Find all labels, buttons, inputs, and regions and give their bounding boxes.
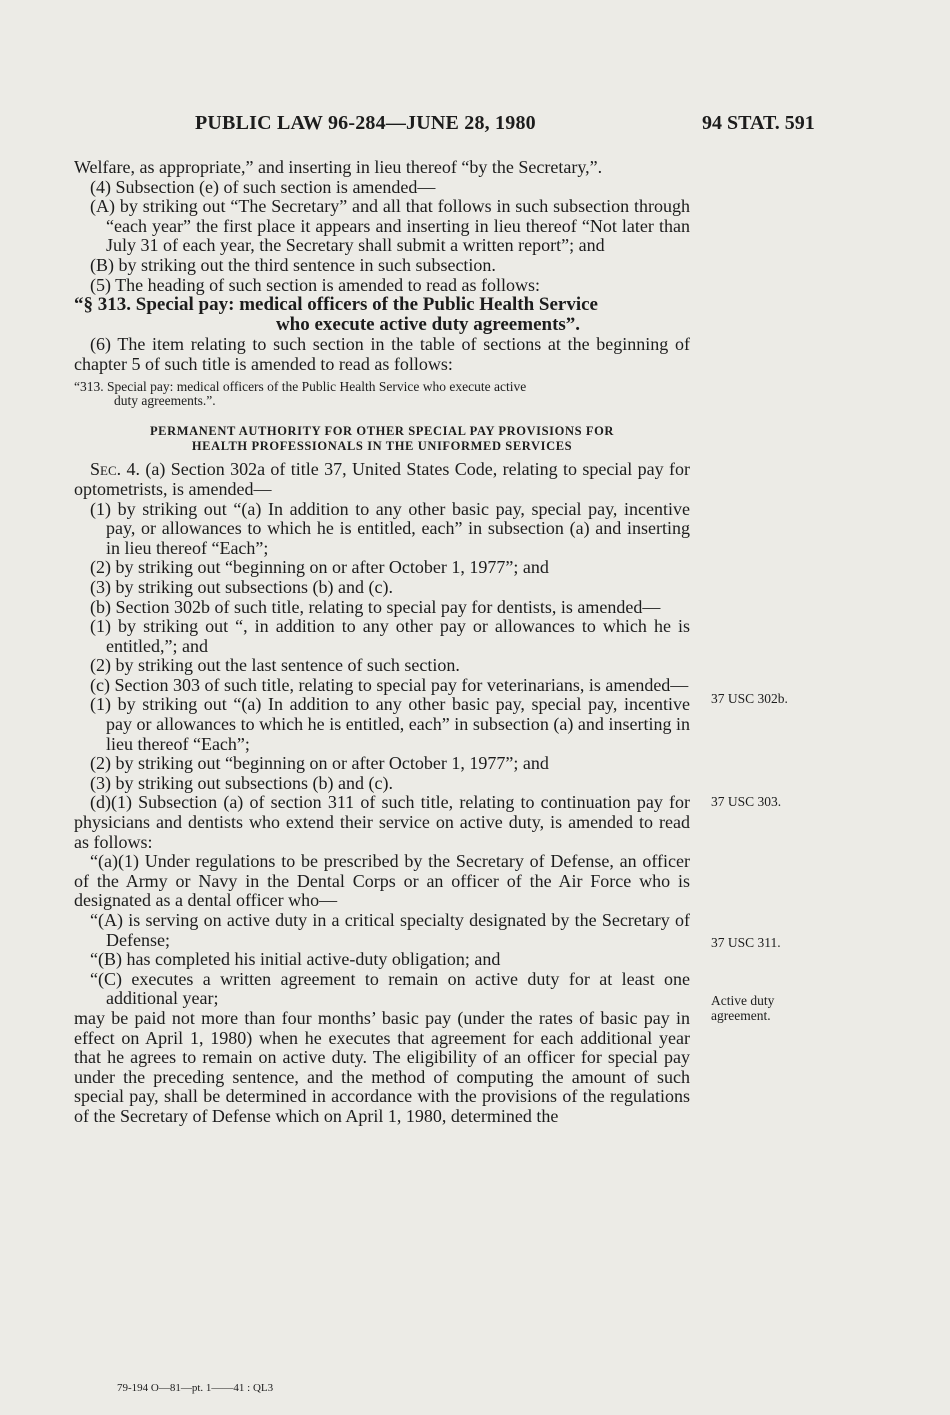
page-title: PUBLIC LAW 96-284—JUNE 28, 1980: [195, 112, 536, 134]
section-caption: [74, 424, 690, 454]
paragraph: Welfare, as appropriate,” and inserting in lieu thereof “by the Secretary,”.: [74, 157, 603, 177]
paragraph: “(B) has completed his initial active-duty obligation; and: [90, 949, 501, 970]
margin-note-line-1: Active duty: [711, 993, 775, 1008]
paragraph: (A) by striking out “The Secretary” and all that follows in such subsection through “each year” the first place it appears and inserting in lieu thereof “Not later than July 31 of each year, the Secretary shall submit a written report”; and: [90, 196, 690, 256]
paragraph: [74, 460, 690, 499]
margin-citation: 37 USC 311.: [711, 935, 781, 950]
section-heading-line-2: who execute active duty agreements”.: [275, 314, 581, 336]
paragraph: (5) The heading of such section is amended to read as follows:: [90, 274, 541, 295]
paragraph: (3) by striking out subsections (b) and (c).: [90, 772, 393, 793]
statute-page-number: 94 STAT. 591: [702, 112, 815, 134]
table-of-sections-item: [74, 380, 690, 408]
paragraph: (c) Section 303 of such title, relating to special pay for veterinarians, is amended—: [90, 674, 689, 695]
paragraph: (1) by striking out “(a) In addition to any other basic pay, special pay, incentive pay or allowances to which he is entitled, each” in subsection (a) and inserting in lieu thereof “Each”;: [90, 694, 690, 754]
paragraph: may be paid not more than four months’ basic pay (under the rates of basic pay in effect on April 1, 1980) when he executes that agreement for each additional year that he agrees to remain on active duty. The eligibility of an officer for special pay under the preceding sentence, and the method of computing the amount of such special pay, shall be determined in accordance with the provisions of the regulations of the Secretary of Defense which on April 1, 1980, determined the: [74, 1007, 690, 1126]
body-text: [74, 158, 690, 1127]
paragraph: (2) by striking out the last sentence of such section.: [90, 655, 460, 676]
paragraph: (2) by striking out “beginning on or after October 1, 1977”; and: [90, 753, 549, 774]
paragraph: (1) by striking out “(a) In addition to any other basic pay, special pay, incentive pay, or allowances to which he is entitled, each” in subsection (a) and inserting in lieu thereof “Each”;: [90, 498, 690, 558]
paragraph: (6) The item relating to such section in the table of sections at the beginning of chapter 5 of such title is amended to read as follows:: [74, 334, 690, 374]
section-label: Sec. 4.: [90, 459, 140, 480]
paragraph: (B) by striking out the third sentence in such subsection.: [90, 254, 496, 275]
paragraph: (3) by striking out subsections (b) and (c).: [90, 576, 393, 597]
paragraph-text: (a) Section 302a of title 37, United States Code, relating to special pay for optometrists, is amended—: [74, 459, 691, 499]
paragraph: “(a)(1) Under regulations to be prescribed by the Secretary of Defense, an officer of the Army or Navy in the Dental Corps or an officer of the Air Force who is designated as a dental officer who—: [74, 851, 690, 911]
section-heading-line-1: “§ 313. Special pay: medical officers of the Public Health Service: [74, 294, 598, 316]
caption-line-1: PERMANENT AUTHORITY FOR OTHER SPECIAL PAY PROVISIONS FOR: [149, 424, 615, 439]
paragraph: “(A) is serving on active duty in a critical specialty designated by the Secretary of Defense;: [90, 910, 690, 950]
paragraph: (1) by striking out “, in addition to any other pay or allowances to which he is entitled,”; and: [90, 616, 690, 656]
paragraph: (4) Subsection (e) of such section is amended—: [90, 176, 436, 197]
section-heading: [74, 295, 690, 335]
table-item-line-1: “313. Special pay: medical officers of the Public Health Service who execute active: [74, 379, 527, 395]
margin-note-line-2: agreement.: [711, 1008, 771, 1023]
print-footer: 79-194 O—81—pt. 1——41 : QL3: [117, 1382, 274, 1394]
paragraph: (b) Section 302b of such title, relating to special pay for dentists, is amended—: [90, 596, 661, 617]
margin-citation: 37 USC 303.: [711, 794, 782, 809]
margin-note-active-duty: [711, 993, 774, 1023]
page-header: [0, 112, 950, 144]
table-item-line-2: duty agreements.”.: [114, 393, 216, 409]
caption-line-2: HEALTH PROFESSIONALS IN THE UNIFORMED SERVICES: [191, 439, 573, 454]
margin-citation: 37 USC 302b.: [711, 691, 788, 706]
paragraph: (2) by striking out “beginning on or after October 1, 1977”; and: [90, 557, 549, 578]
paragraph: “(C) executes a written agreement to remain on active duty for at least one additional year;: [90, 968, 690, 1009]
paragraph: (d)(1) Subsection (a) of section 311 of such title, relating to continuation pay for physicians and dentists who extend their service on active duty, is amended to read as follows:: [74, 792, 690, 852]
